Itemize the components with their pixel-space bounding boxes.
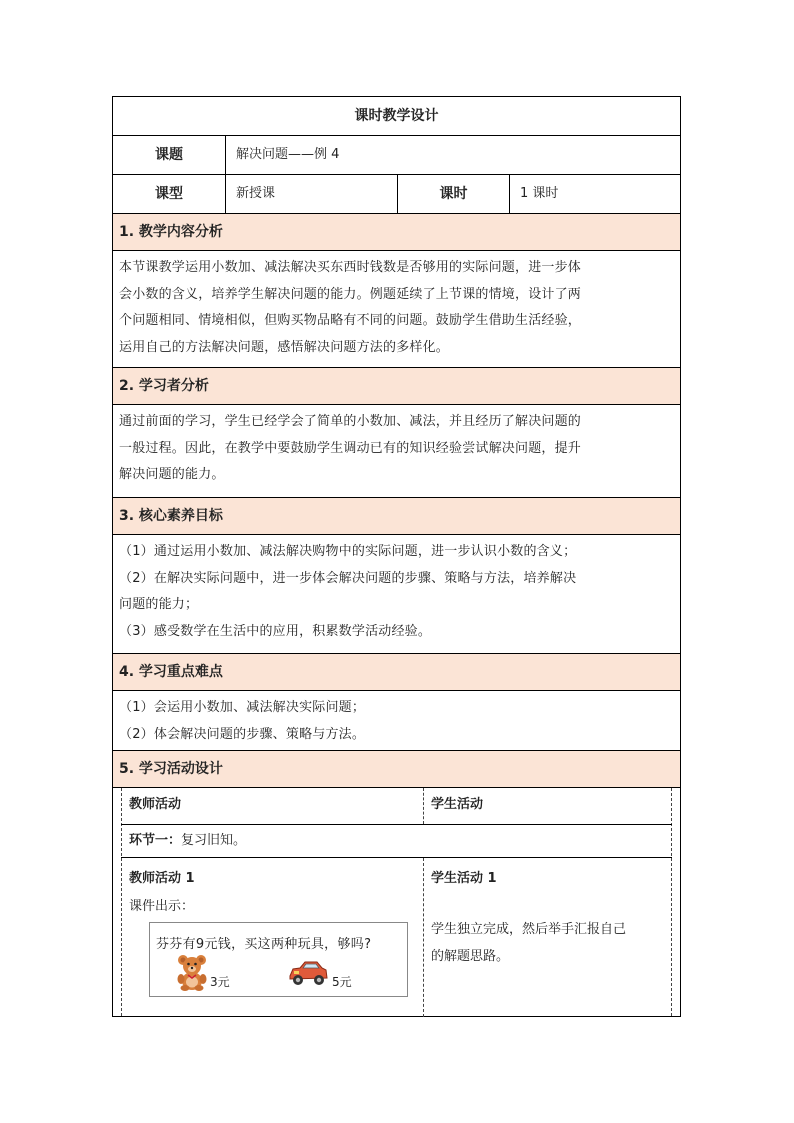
stage-1-content: 复习旧知。 xyxy=(181,833,247,848)
type-value: 新授课 xyxy=(225,175,397,213)
stage-1-text xyxy=(121,825,672,857)
section-4-header xyxy=(113,653,680,690)
student-activity-header: 学生活动 xyxy=(431,797,484,812)
student-activity-1-line: 学生独立完成，然后举手汇报自己 xyxy=(431,922,627,937)
section-1-line: 本节课教学运用小数加、减法解决买东西时钱数是否够用的实际问题，进一步体 xyxy=(119,260,582,275)
section-2-line: 一般过程。因此，在教学中要鼓励学生调动已有的知识经验尝试解决问题，提升 xyxy=(119,440,582,456)
activity-column-divider xyxy=(423,788,424,824)
section-3-line: （2）在解决实际问题中，进一步体会解决问题的步骤、策略与方法，培养解决 xyxy=(119,570,577,586)
stage-1-row xyxy=(121,824,672,857)
teacher-activity-header: 教师活动 xyxy=(129,797,182,812)
student-activity-1-line: 的解题思路。 xyxy=(431,949,510,964)
lesson-plan-table xyxy=(112,96,681,1017)
teddy-bear-icon xyxy=(175,953,209,991)
problem-question: 芬芬有9元钱，买这两种玩具，够吗? xyxy=(156,937,372,952)
section-2-line: 解决问题的能力。 xyxy=(119,467,225,482)
topic-row xyxy=(113,135,680,174)
student-activity-1-title: 学生活动 1 xyxy=(431,871,497,886)
hours-value: 1 课时 xyxy=(509,175,680,213)
activity-1-row xyxy=(121,857,672,1017)
student-activity-1-text xyxy=(431,916,626,970)
section-3-line: （3）感受数学在生活中的应用，积累数学活动经验。 xyxy=(119,623,432,639)
problem-card xyxy=(149,922,408,997)
activity-table xyxy=(121,788,672,1016)
section-3-line: 问题的能力； xyxy=(119,597,199,612)
type-label: 课型 xyxy=(155,186,183,202)
activity-column-divider xyxy=(423,858,424,1017)
section-1-line: 个问题相同、情境相似，但购买物品略有不同的问题。鼓励学生借助生活经验， xyxy=(119,313,582,328)
section-3-title: 3. 核心素养目标 xyxy=(113,498,680,534)
section-1-title: 1. 教学内容分析 xyxy=(113,214,680,250)
teacher-activity-1-title: 教师活动 1 xyxy=(129,871,195,886)
activity-area xyxy=(113,787,680,1016)
car-price: 5元 xyxy=(332,975,352,989)
topic-label: 课题 xyxy=(155,147,183,163)
section-2-line: 通过前面的学习，学生已经学会了简单的小数加、减法，并且经历了解决问题的 xyxy=(119,414,582,429)
section-4-title: 4. 学习重点难点 xyxy=(113,654,680,690)
section-2-header xyxy=(113,367,680,404)
section-1-body xyxy=(113,250,680,367)
type-row xyxy=(113,174,680,213)
section-4-line: （2）体会解决问题的步骤、策略与方法。 xyxy=(119,726,366,742)
section-3-header xyxy=(113,497,680,534)
section-1-line: 运用自己的方法解决问题，感悟解决问题方法的多样化。 xyxy=(119,339,450,355)
toy-car-icon xyxy=(287,959,329,987)
stage-1-label: 环节一： xyxy=(129,833,182,848)
doc-title: 课时教学设计 xyxy=(354,108,439,124)
section-4-line: （1）会运用小数加、减法解决实际问题； xyxy=(119,700,366,715)
teacher-activity-1-text: 课件出示： xyxy=(129,899,195,914)
hours-label: 课时 xyxy=(397,175,509,213)
section-2-title: 2. 学习者分析 xyxy=(113,368,680,404)
activity-header-row xyxy=(121,788,672,824)
section-2-body xyxy=(113,404,680,497)
bear-price: 3元 xyxy=(210,975,230,989)
topic-value: 解决问题——例 4 xyxy=(225,136,680,174)
section-3-body xyxy=(113,534,680,653)
section-3-line: （1）通过运用小数加、减法解决购物中的实际问题，进一步认识小数的含义； xyxy=(119,544,577,559)
section-5-header xyxy=(113,750,680,787)
section-1-header xyxy=(113,213,680,250)
section-1-line: 会小数的含义，培养学生解决问题的能力。例题延续了上节课的情境，设计了两 xyxy=(119,286,582,302)
section-5-title: 5. 学习活动设计 xyxy=(113,751,680,787)
section-4-body xyxy=(113,690,680,750)
